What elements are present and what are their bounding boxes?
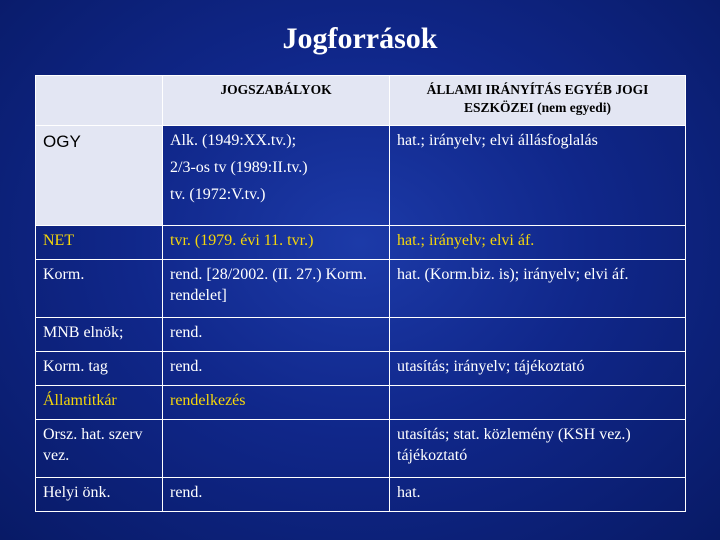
row-laws: rend. xyxy=(163,318,390,352)
table-row xyxy=(36,386,686,420)
row-laws: rendelkezés xyxy=(163,386,390,420)
table-header-row xyxy=(36,76,686,126)
row-laws xyxy=(163,126,390,226)
table-row xyxy=(36,126,686,226)
row-other: hat. (Korm.biz. is); irányelv; elvi áf. xyxy=(390,260,686,318)
row-other: hat.; irányelv; elvi áf. xyxy=(390,226,686,260)
row-laws: rend. [28/2002. (II. 27.) Korm. rendelet] xyxy=(163,260,390,318)
law-line: Alk. (1949:XX.tv.); xyxy=(170,132,297,149)
row-other: utasítás; irányelv; tájékoztató xyxy=(390,352,686,386)
header-cell-empty xyxy=(36,76,163,126)
row-label: Orsz. hat. szerv vez. xyxy=(36,420,163,478)
law-line: 2/3-os tv (1989:II.tv.) xyxy=(170,158,308,176)
row-label: Államtitkár xyxy=(36,386,163,420)
row-other: hat. xyxy=(390,478,686,512)
row-label: Korm. xyxy=(36,260,163,318)
row-other xyxy=(390,386,686,420)
table-row xyxy=(36,420,686,478)
row-other: utasítás; stat. közlemény (KSH vez.) tájékoztató xyxy=(390,420,686,478)
row-laws: rend. xyxy=(163,478,390,512)
table-row xyxy=(36,352,686,386)
sources-table xyxy=(35,75,686,512)
row-label: Korm. tag xyxy=(36,352,163,386)
row-label: MNB elnök; xyxy=(36,318,163,352)
row-other xyxy=(390,318,686,352)
table-row xyxy=(36,318,686,352)
row-label: OGY xyxy=(36,126,163,226)
slide-title: Jogforrások xyxy=(282,22,438,55)
table-row xyxy=(36,478,686,512)
header-cell-other-instruments: ÁLLAMI IRÁNYÍTÁS EGYÉB JOGI ESZKÖZEI (nem egyedi) xyxy=(390,76,686,126)
table-row xyxy=(36,260,686,318)
row-laws: rend. xyxy=(163,352,390,386)
law-line: tv. (1972:V.tv.) xyxy=(170,185,266,203)
row-other: hat.; irányelv; elvi állásfoglalás xyxy=(390,126,686,226)
row-laws: tvr. (1979. évi 11. tvr.) xyxy=(163,226,390,260)
table-row xyxy=(36,226,686,260)
header-cell-laws: JOGSZABÁLYOK xyxy=(163,76,390,126)
row-label: Helyi önk. xyxy=(36,478,163,512)
row-label: NET xyxy=(36,226,163,260)
row-laws xyxy=(163,420,390,478)
